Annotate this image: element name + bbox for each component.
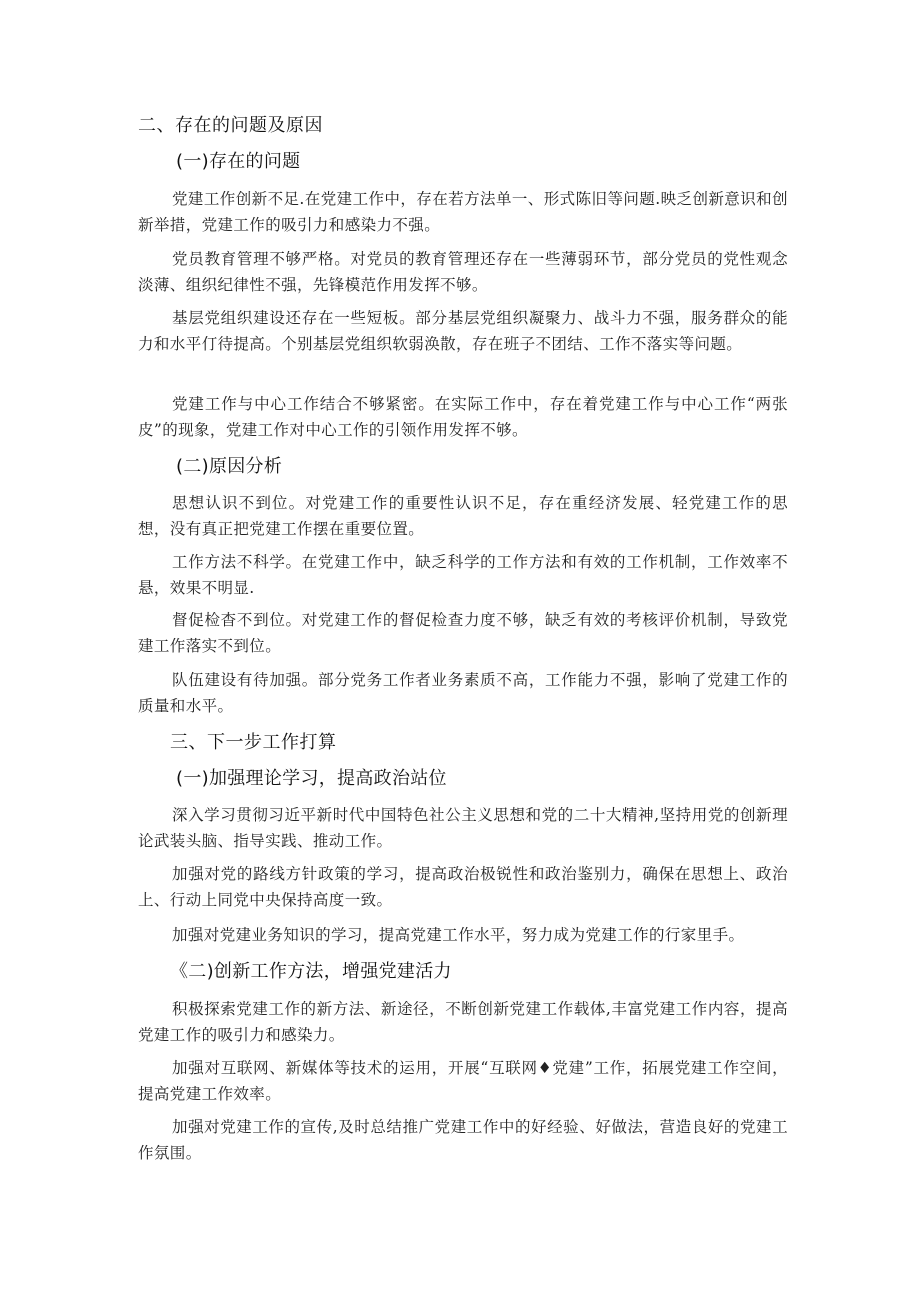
paragraph: 加强对党建工作的宣传,及时总结推广党建工作中的好经验、好做法，营造良好的党建工作氛围。 — [138, 1118, 788, 1162]
paragraph: 基层党组织建设还存在一些短板。部分基层党组织凝聚力、战斗力不强，服务群众的能力和水平仃待提高。个别基层党组织软弱涣散，存在班子不团结、工作不落实等问题。 — [138, 309, 788, 353]
section-heading: 二、存在的问题及原因 — [138, 115, 323, 136]
subsection-heading: 《二)创新工作方法，增强党建活力 — [170, 961, 452, 982]
paragraph: 队伍建设有待加强。部分党务工作者业务素质不高，工作能力不强，影响了党建工作的质量和水平。 — [138, 671, 788, 715]
paragraph: 党建工作创新不足.在党建工作中，存在若方法单一、形式陈旧等问题.映乏创新意识和创新举措，党建工作的吸引力和感染力不强。 — [138, 190, 788, 234]
subsection-heading: (一)存在的问题 — [176, 151, 301, 172]
subsection-heading: (二)原因分析 — [176, 456, 283, 477]
paragraph: 加强对互联网、新媒体等技术的运用，开展“互联网♦党建”工作，拓展党建工作空间，提高党建工作效率。 — [138, 1059, 788, 1103]
paragraph: 党员教育管理不够严格。对党员的教育管理还存在一些薄弱环节，部分党员的党性观念淡薄、组织纪律性不强，先锋模范作用发挥不够。 — [138, 250, 788, 294]
paragraph: 加强对党的路线方针政策的学习，提高政治极锐性和政治鉴别力，确保在思想上、政治上、行动上同党中央保持高度一致。 — [138, 865, 788, 909]
paragraph: 加强对党建业务知识的学习，提高党建工作水平，努力成为党建工作的行家里手。 — [172, 926, 745, 944]
paragraph: 党建工作与中心工作结合不够紧密。在实际工作中，存在着党建工作与中心工作“两张皮”的现象，党建工作对中心工作的引领作用发挥不够。 — [138, 395, 788, 439]
paragraph: 深入学习贯彻习近平新时代中国特色社公主义思想和党的二十大精神,坚持用党的创新理论武装头脑、指导实践、推动工作。 — [138, 806, 788, 850]
paragraph: 思想认识不到位。对党建工作的重要性认识不足，存在重经济发展、轻党建工作的思想，没有真正把党建工作摆在重要位置。 — [138, 494, 788, 538]
paragraph: 工作方法不科学。在党建工作中，缺乏科学的工作方法和有效的工作机制，工作效率不悬，效果不明显. — [138, 553, 788, 597]
paragraph: 积极探索党建工作的新方法、新途径，不断创新党建工作载体,丰富党建工作内容，提高党建工作的吸引力和感染力。 — [138, 1000, 788, 1044]
paragraph: 督促检杳不到位。对党建工作的督促检查力度不够，缺乏有效的考核评价机制，导致党建工作落实不到位。 — [138, 611, 788, 655]
section-heading: 三、下一步工作打算 — [170, 732, 337, 753]
subsection-heading: (一)加强理论学习，提高政治站位 — [176, 768, 447, 789]
